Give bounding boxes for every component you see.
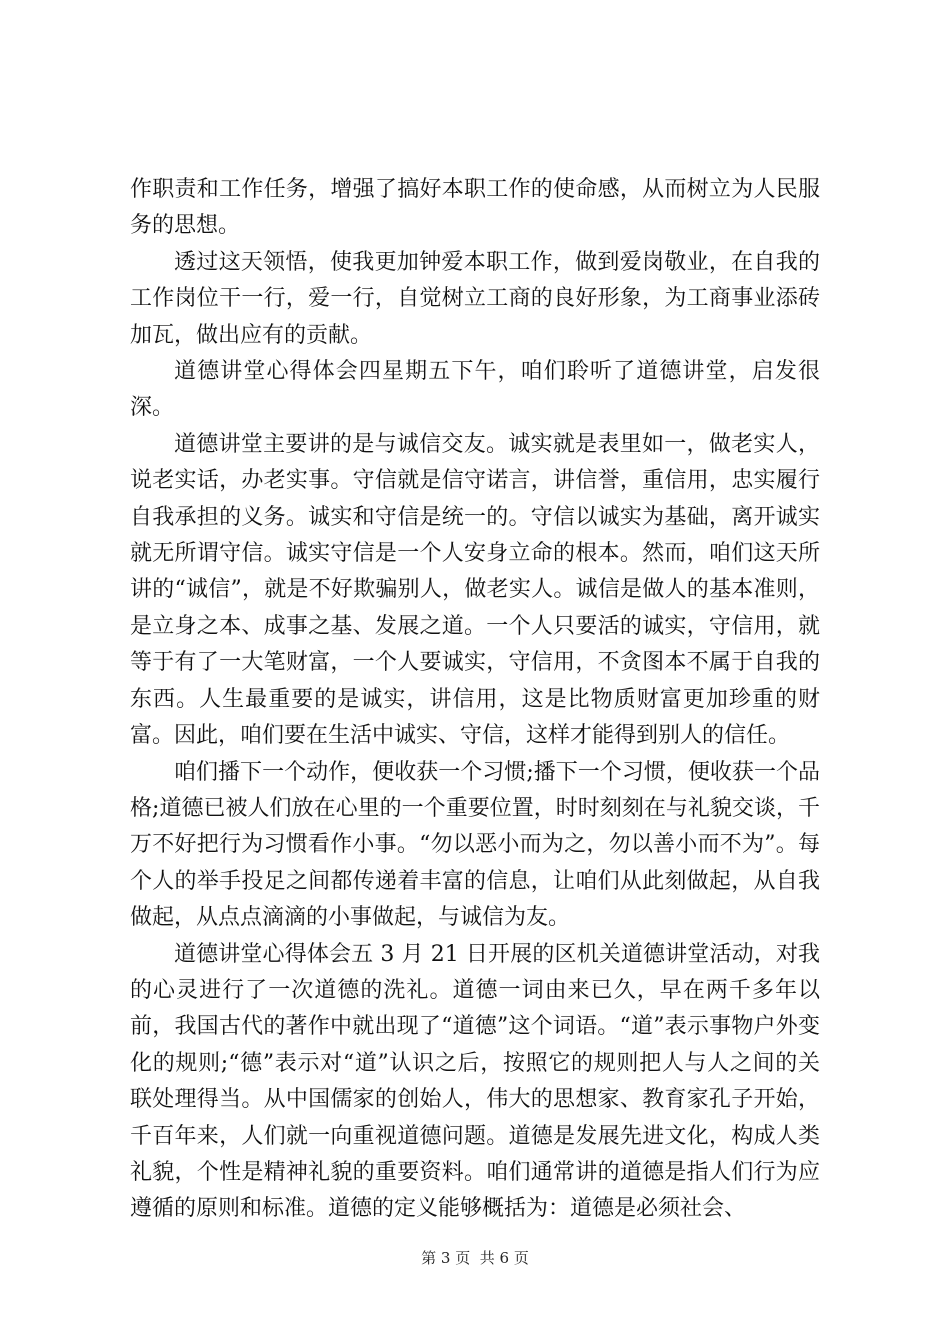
paragraph-1: 作职责和工作任务，增强了搞好本职工作的使命感，从而树立为人民服务的思想。 (130, 177, 820, 239)
page-footer (0, 1248, 950, 1268)
paragraph-2: 透过这天领悟，使我更加钟爱本职工作，做到爱岗敬业，在自我的工作岗位干一行，爱一行，自觉树立工商的良好形象，为工商事业添砖加瓦，做出应有的贡献。 (130, 249, 820, 348)
page-number-label: 第 3 页 共 6 页 (421, 1249, 529, 1267)
paragraph-3: 道德讲堂心得体会四星期五下午，咱们聆听了道德讲堂，启发很深。 (130, 359, 820, 421)
paragraph-5: 咱们播下一个动作，便收获一个习惯;播下一个习惯，便收获一个品格;道德已被人们放在心里的一个重要位置，时时刻刻在与礼貌交谈，千万不好把行为习惯看作小事。“勿以恶小而为之，勿以善小而不为”。每个人的举手投足之间都传递着丰富的信息，让咱们从此刻做起，从自我做起，从点点滴滴的小事做起，与诚信为友。 (130, 759, 820, 931)
document-body (130, 172, 820, 1228)
paragraph-6: 道德讲堂心得体会五 3 月 21 日开展的区机关道德讲堂活动，对我的心灵进行了一次道德的洗礼。道德一词由来已久，早在两千多年以前，我国古代的著作中就出现了“道德”这个词语。“道”表示事物户外变化的规则;“德”表示对“道”认识之后，按照它的规则把人与人之间的关联处理得当。从中国儒家的创始人，伟大的思想家、教育家孔子开始，千百年来，人们就一向重视道德问题。道德是发展先进文化，构成人类礼貌，个性是精神礼貌的重要资料。咱们通常讲的道德是指人们行为应遵循的原则和标准。道德的定义能够概括为：道德是必须社会、 (130, 941, 820, 1222)
paragraph-4: 道德讲堂主要讲的是与诚信交友。诚实就是表里如一，做老实人，说老实话，办老实事。守信就是信守诺言，讲信誉，重信用，忠实履行自我承担的义务。诚实和守信是统一的。守信以诚实为基础，离开诚实就无所谓守信。诚实守信是一个人安身立命的根本。然而，咱们这天所讲的“诚信”，就是不好欺骗别人，做老实人。诚信是做人的基本准则，是立身之本、成事之基、发展之道。一个人只要活的诚实，守信用，就等于有了一大笔财富，一个人要诚实，守信用，不贪图本不属于自我的东西。人生最重要的是诚实，讲信用，这是比物质财富更加珍重的财富。因此，咱们要在生活中诚实、守信，这样才能得到别人的信任。 (130, 431, 820, 749)
